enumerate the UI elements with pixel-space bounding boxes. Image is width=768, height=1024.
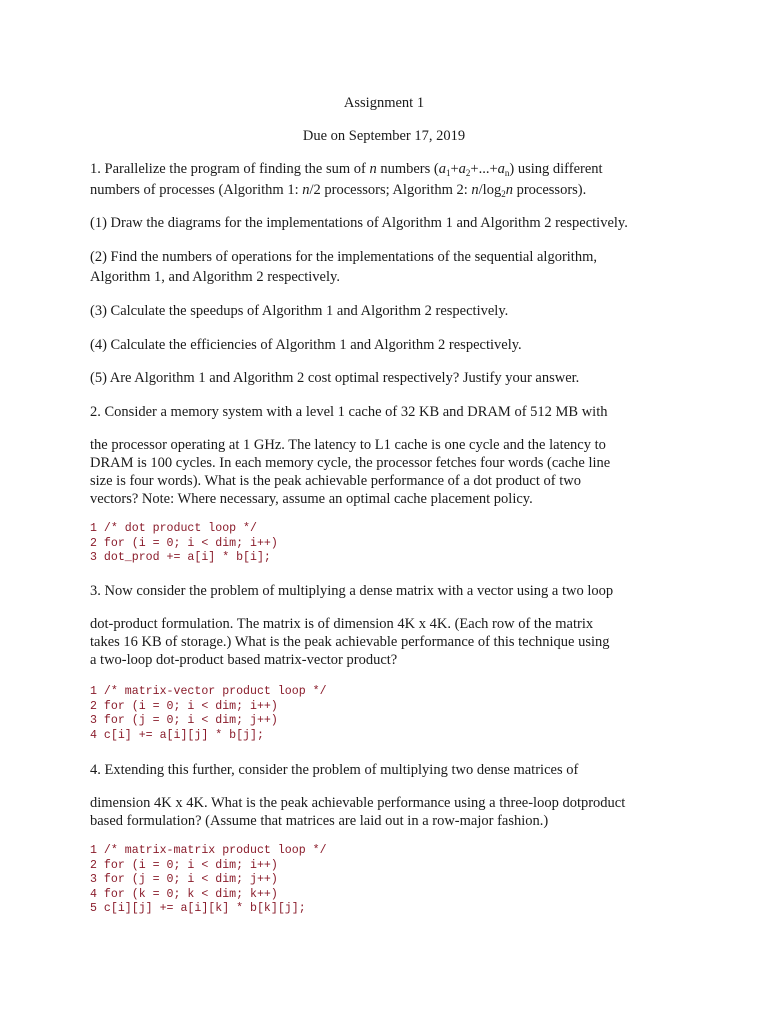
q1-term: a xyxy=(438,161,446,177)
q1-sub-5: (5) Are Algorithm 1 and Algorithm 2 cost optimal respectively? Justify your answer. xyxy=(90,370,580,386)
code-line: 1 /* matrix-vector product loop */ xyxy=(90,685,327,698)
q1-line-1 xyxy=(90,160,603,178)
q1-text: numbers of processes (Algorithm 1: xyxy=(90,182,303,198)
q1-sub-4: (4) Calculate the efficiencies of Algorithm 1 and Algorithm 2 respectively. xyxy=(90,337,522,353)
q1-op: +...+ xyxy=(470,161,498,177)
q3-code-block xyxy=(90,685,327,743)
q4-line-1: 4. Extending this further, consider the problem of multiplying two dense matrices of xyxy=(90,762,579,778)
q1-n-var: n xyxy=(471,182,479,198)
q1-sub: 1 xyxy=(445,168,451,178)
q1-n-var: n xyxy=(369,161,377,177)
q1-text: /log xyxy=(478,182,502,198)
q1-sub-2-line-2: Algorithm 1, and Algorithm 2 respectively. xyxy=(90,269,340,285)
q1-op: + xyxy=(450,161,459,177)
q1-sub: 2 xyxy=(465,168,471,178)
code-line: 2 for (i = 0; i < dim; i++) xyxy=(90,699,278,713)
document-title: Assignment 1 xyxy=(343,95,425,111)
q1-sub-2-line-1: (2) Find the numbers of operations for the implementations of the sequential algorithm, xyxy=(90,249,597,265)
q1-term: a xyxy=(458,161,466,177)
q1-sub: n xyxy=(504,168,510,178)
q1-text: ) using different xyxy=(509,161,603,177)
q2-code-block xyxy=(90,522,278,566)
q2-line-3: DRAM is 100 cycles. In each memory cycle, the processor fetches four words (cache line xyxy=(90,455,611,471)
q1-text: processors). xyxy=(512,182,587,198)
code-line: 2 for (i = 0; i < dim; i++) xyxy=(90,858,278,872)
q1-line-2 xyxy=(90,181,586,199)
q3-line-1: 3. Now consider the problem of multiplying a dense matrix with a vector using a two loop xyxy=(90,583,614,599)
code-line: 1 /* matrix-matrix product loop */ xyxy=(90,844,327,857)
q2-line-2: the processor operating at 1 GHz. The latency to L1 cache is one cycle and the latency to xyxy=(90,437,606,453)
q1-text: /2 processors; Algorithm 2: xyxy=(309,182,472,198)
code-line: 3 dot_prod += a[i] * b[i]; xyxy=(90,551,271,565)
q1-sub-1: (1) Draw the diagrams for the implementations of Algorithm 1 and Algorithm 2 respectively. xyxy=(90,215,628,231)
q2-line-1: 2. Consider a memory system with a level 1 cache of 32 KB and DRAM of 512 MB with xyxy=(90,404,608,420)
code-line: 5 c[i][j] += a[i][k] * b[k][j]; xyxy=(90,902,306,916)
code-line: 3 for (j = 0; i < dim; j++) xyxy=(90,714,278,728)
q1-term: a xyxy=(497,161,505,177)
code-line: 2 for (i = 0; i < dim; i++) xyxy=(90,536,278,550)
q1-n-var: n xyxy=(302,182,310,198)
q1-sub: 2 xyxy=(501,189,506,199)
q1-text: numbers ( xyxy=(376,161,439,177)
q4-line-2: dimension 4K x 4K. What is the peak achievable performance using a three-loop dotproduct xyxy=(90,795,626,811)
code-line: 4 for (k = 0; k < dim; k++) xyxy=(90,887,278,901)
code-line: 3 for (j = 0; i < dim; j++) xyxy=(90,873,278,887)
code-line: 1 /* dot product loop */ xyxy=(90,522,257,535)
q4-code-block xyxy=(90,844,327,917)
q1-n-var: n xyxy=(505,182,513,198)
q3-line-2: dot-product formulation. The matrix is of dimension 4K x 4K. (Each row of the matrix xyxy=(90,616,594,632)
code-line: 4 c[i] += a[i][j] * b[j]; xyxy=(90,728,264,742)
q4-line-3: based formulation? (Assume that matrices are laid out in a row-major fashion.) xyxy=(90,813,549,829)
q1-sub-3: (3) Calculate the speedups of Algorithm 1 and Algorithm 2 respectively. xyxy=(90,303,509,319)
q2-line-5: vectors? Note: Where necessary, assume an optimal cache placement policy. xyxy=(90,491,533,507)
q3-line-3: takes 16 KB of storage.) What is the peak achievable performance of this technique using xyxy=(90,634,610,650)
due-date: Due on September 17, 2019 xyxy=(302,128,466,144)
q2-line-4: size is four words). What is the peak achievable performance of a dot product of two xyxy=(90,473,581,489)
q1-text: 1. Parallelize the program of finding the sum of xyxy=(90,161,370,177)
q3-line-4: a two-loop dot-product based matrix-vector product? xyxy=(90,652,398,668)
